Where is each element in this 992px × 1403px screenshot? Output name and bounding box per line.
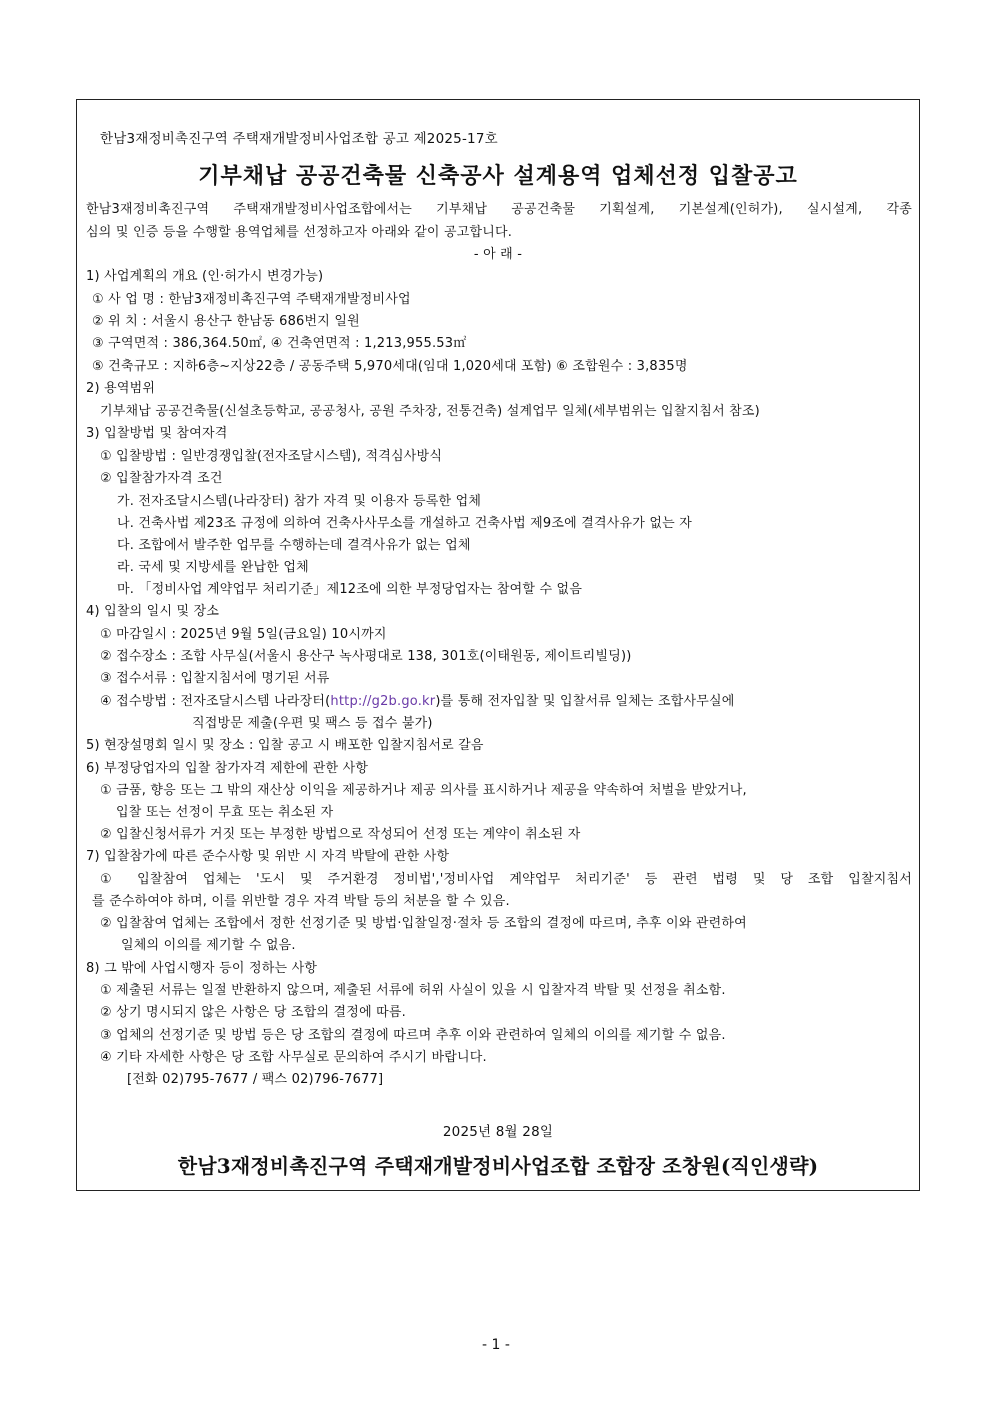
section-2-heading: 2) 용역범위: [86, 381, 156, 396]
contact-info: [전화 02)795-7677 / 팩스 02)796-7677]: [127, 1072, 384, 1087]
s7-item-2-continuation: 일체의 이의를 제기할 수 없음.: [121, 938, 296, 953]
s6-item-1: ① 금품, 향응 또는 그 밖의 재산상 이익을 제공하거나 제공 의사를 표시하거나 제공을 약속하여 처벌을 받았거나,: [100, 783, 747, 798]
section-7-heading: 7) 입찰참가에 따른 준수사항 및 위반 시 자격 박탈에 관한 사항: [86, 849, 450, 864]
s1-item-3: ③ 구역면적 : 386,364.50㎡, ④ 건축연면적 : 1,213,955.53㎡: [92, 336, 467, 351]
s3-item-1: ① 입찰방법 : 일반경쟁입찰(전자조달시스템), 적격심사방식: [100, 449, 443, 464]
document-title: 기부채납 공공건축물 신축공사 설계용역 업체선정 입찰공고: [198, 163, 798, 189]
s4-item-4-suffix: )를 통해 전자입찰 및 입찰서류 일체는 조합사무실에: [435, 694, 735, 709]
s2-item-1: 기부채납 공공건축물(신설초등학교, 공공청사, 공원 주차장, 전통건축) 설계업무 일체(세부범위는 입찰지침서 참조): [100, 404, 760, 419]
page-number: - 1 -: [482, 1337, 510, 1353]
s1-item-2: ② 위 치 : 서울시 용산구 한남동 686번지 일원: [92, 314, 360, 329]
notice-date: 2025년 8월 28일: [442, 1124, 554, 1140]
s3-sub-a: 가. 전자조달시스템(나라장터) 참가 자격 및 이용자 등록한 업체: [117, 494, 482, 509]
s7-item-1: ① 입찰참여 업체는 '도시 및 주거환경 정비법','정비사업 계약업무 처리기준' 등 관련 법령 및 당 조합 입찰지침서: [100, 872, 912, 887]
section-6-heading: 6) 부정당업자의 입찰 참가자격 제한에 관한 사항: [86, 761, 369, 776]
s4-item-4: [100, 693, 930, 711]
s3-sub-b: 나. 건축사법 제23조 규정에 의하여 건축사사무소를 개설하고 건축사법 제9조에 결격사유가 없는 자: [117, 516, 692, 531]
section-1-heading: 1) 사업계획의 개요 (인·허가시 변경가능): [86, 269, 324, 284]
s1-item-1: ① 사 업 명 : 한남3재정비촉진구역 주택재개발정비사업: [92, 292, 411, 307]
intro-line-1: 한남3재정비촉진구역 주택재개발정비사업조합에서는 기부채납 공공건축물 기획설계, 기본설계(인허가), 실시설계, 각종: [86, 202, 912, 217]
s4-item-3: ③ 접수서류 : 입찰지침서에 명기된 서류: [100, 671, 330, 686]
s4-item-4-prefix: ④ 접수방법 : 전자조달시스템 나라장터(: [100, 694, 331, 709]
s8-item-1: ① 제출된 서류는 일절 반환하지 않으며, 제출된 서류에 허위 사실이 있을 시 입찰자격 박탈 및 선정을 취소함.: [100, 983, 726, 998]
s6-item-2: ② 입찰신청서류가 거짓 또는 부정한 방법으로 작성되어 선정 또는 계약이 취소된 자: [100, 827, 581, 842]
s4-item-1: ① 마감일시 : 2025년 9월 5일(금요일) 10시까지: [100, 627, 387, 642]
section-8-heading: 8) 그 밖에 사업시행자 등이 정하는 사항: [86, 961, 318, 976]
s6-item-1-continuation: 입찰 또는 선정이 무효 또는 취소된 자: [116, 805, 334, 820]
section-separator: - 아 래 -: [473, 247, 523, 262]
intro-line-2: 심의 및 인증 등을 수행할 용역업체를 선정하고자 아래와 같이 공고합니다.: [86, 225, 513, 240]
section-3-heading: 3) 입찰방법 및 참여자격: [86, 426, 228, 441]
s4-item-4-continuation: 직접방문 제출(우편 및 팩스 등 접수 불가): [192, 716, 433, 731]
s4-item-2: ② 접수장소 : 조합 사무실(서울시 용산구 녹사평대로 138, 301호(이태원동, 제이트리빌딩)): [100, 649, 632, 664]
s3-sub-c: 다. 조합에서 발주한 업무를 수행하는데 결격사유가 없는 업체: [117, 538, 471, 553]
section-5-heading: 5) 현장설명회 일시 및 장소 : 입찰 공고 시 배포한 입찰지침서로 갈음: [86, 738, 484, 753]
notice-number: 한남3재정비촉진구역 주택재개발정비사업조합 공고 제2025-17호: [100, 131, 498, 147]
s3-sub-d: 라. 국세 및 지방세를 완납한 업체: [117, 560, 309, 575]
g2b-link[interactable]: http://g2b.go.kr: [330, 694, 436, 709]
s1-item-4: ⑤ 건축규모 : 지하6층~지상22층 / 공동주택 5,970세대(임대 1,020세대 포함) ⑥ 조합원수 : 3,835명: [92, 359, 688, 374]
s8-item-2: ② 상기 명시되지 않은 사항은 당 조합의 결정에 따름.: [100, 1005, 407, 1020]
s8-item-3: ③ 업체의 선정기준 및 방법 등은 당 조합의 결정에 따르며 추후 이와 관련하여 일체의 이의를 제기할 수 없음.: [100, 1028, 726, 1043]
s3-item-2: ② 입찰참가자격 조건: [100, 471, 223, 486]
s8-item-4: ④ 기타 자세한 사항은 당 조합 사무실로 문의하여 주시기 바랍니다.: [100, 1050, 487, 1065]
s7-item-1-continuation: 를 준수하여야 하며, 이를 위반할 경우 자격 박탈 등의 처분을 할 수 있음.: [92, 894, 510, 909]
s7-item-2: ② 입찰참여 업체는 조합에서 정한 선정기준 및 방법·입찰일정·절차 등 조합의 결정에 따르며, 추후 이와 관련하여: [100, 916, 747, 931]
signature-line: 한남3재정비촉진구역 주택재개발정비사업조합 조합장 조창원(직인생략): [177, 1154, 819, 1178]
s3-sub-e: 마. 「정비사업 계약업무 처리기준」제12조에 의한 부정당업자는 참여할 수 없음: [117, 582, 583, 597]
section-4-heading: 4) 입찰의 일시 및 장소: [86, 604, 220, 619]
